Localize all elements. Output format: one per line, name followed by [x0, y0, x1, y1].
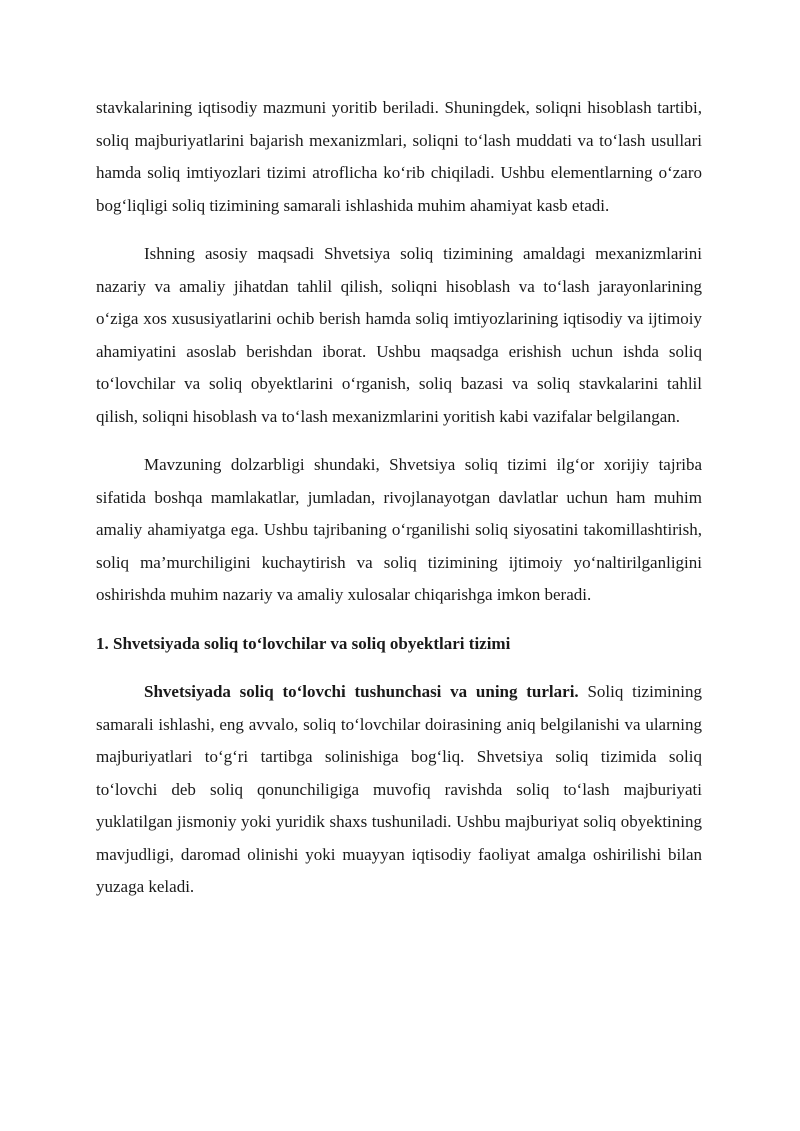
- document-page: [96, 92, 702, 920]
- paragraph-bold-lead: Shvetsiyada soliq to‘lovchi tushunchasi va uning turlari.: [144, 682, 579, 701]
- paragraph-taxpayer-concept: [96, 676, 702, 904]
- paragraph-relevance: Mavzuning dolzarbligi shundaki, Shvetsiya soliq tizimi ilg‘or xorijiy tajriba sifatida boshqa mamlakatlar, jumladan, rivojlanayotgan davlatlar uchun ham muhim amaliy ahamiyatga ega. Ushbu tajribaning o‘rganilishi soliq siyosatini takomillashtirish, soliq ma’murchiligini kuchaytirish va soliq tizimining ijtimoiy yo‘naltirilganligini oshirishda muhim nazariy va amaliy xulosalar chiqarishga imkon beradi.: [96, 455, 702, 604]
- paragraph-aim: Ishning asosiy maqsadi Shvetsiya soliq tizimining amaldagi mexanizmlarini nazariy va amaliy jihatdan tahlil qilish, soliqni hisoblash va to‘lash jarayonlarining o‘ziga xos xususiyatlarini ochib berish hamda soliq imtiyozlarining iqtisodiy va ijtimoiy ahamiyatini asoslab berishdan iborat. Ushbu maqsadga erishish uchun ishda soliq to‘lovchilar va soliq obyektlarini o‘rganish, soliq bazasi va soliq stavkalarini tahlil qilish, soliqni hisoblash va to‘lash mexanizmlarini yoritish kabi vazifalar belgilangan.: [96, 244, 702, 426]
- paragraph-body-text: Soliq tizimining samarali ishlashi, eng avvalo, soliq to‘lovchilar doirasining aniq belgilanishi va ularning majburiyatlari to‘g‘ri tartibga solinishiga bog‘liq. Shvetsiya soliq tizimida soliq to‘lovchi deb soliq qonunchiligiga muvofiq ravishda soliq to‘lash majburiyati yuklatilgan jismoniy yoki yuridik shaxs tushuniladi. Ushbu majburiyat soliq obyektining mavjudligi, daromad olinishi yoki muayyan iqtisodiy faoliyat amalga oshirilishi bilan yuzaga keladi.: [96, 682, 702, 896]
- section-heading: 1. Shvetsiyada soliq to‘lovchilar va soliq obyektlari tizimi: [96, 633, 511, 653]
- paragraph-intro-continuation: stavkalarining iqtisodiy mazmuni yoritib beriladi. Shuningdek, soliqni hisoblash tartibi, soliq majburiyatlarini bajarish mexanizmlari, soliqni to‘lash muddati va to‘lash usullari hamda soliq imtiyozlari tizimi atroflicha ko‘rib chiqiladi. Ushbu elementlarning o‘zaro bog‘liqligi soliq tizimining samarali ishlashida muhim ahamiyat kasb etadi.: [96, 98, 702, 215]
